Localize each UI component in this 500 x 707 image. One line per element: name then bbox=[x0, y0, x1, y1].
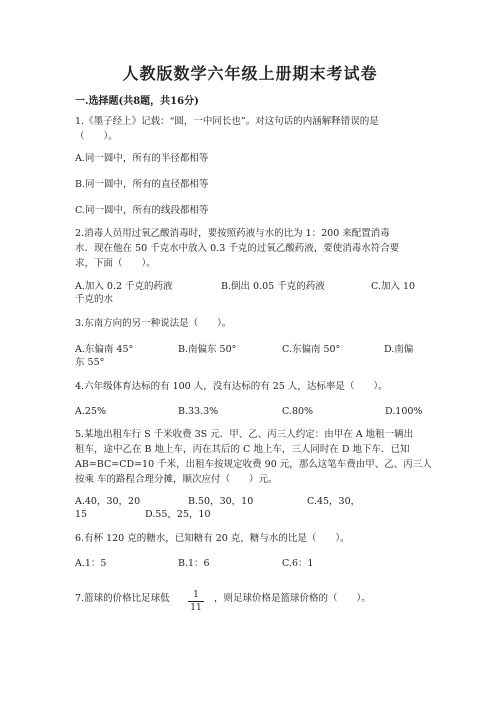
page-title: 人教版数学六年级上册期末考试卷 bbox=[122, 64, 378, 83]
question-5-option-c: C.45，30， bbox=[307, 496, 361, 507]
fraction-denominator: 11 bbox=[190, 603, 202, 613]
question-4-stem: 4.六年级体育达标的有 100 人，没有达标的有 25 人，达标率是（ ）。 bbox=[75, 381, 388, 392]
question-5-stem-line-4: 按乘 车的路程合理分摊，顺次应付（ ）元。 bbox=[75, 474, 278, 485]
question-2-stem-line-2: 水．现在他在 50 千克水中放入 0.3 千克的过氧乙酸药液，要使消毒水符合要 bbox=[75, 243, 400, 254]
question-3-option-b: B.南偏东 50° bbox=[178, 344, 237, 355]
question-2-option-a: A.加入 0.2 千克的药液 bbox=[75, 281, 173, 292]
question-1-option-a: A.同一圆中，所有的半径都相等 bbox=[75, 153, 209, 164]
fraction-bar bbox=[188, 601, 204, 602]
question-5-option-c-continued: 15 bbox=[75, 509, 88, 520]
question-3-option-a: A.东偏南 45° bbox=[75, 344, 134, 355]
question-7-fraction bbox=[188, 590, 204, 613]
question-4-option-a: A.25% bbox=[75, 406, 106, 417]
question-1-stem-line-2: （ ）。 bbox=[75, 131, 118, 142]
question-4-option-c: C.80% bbox=[282, 406, 314, 417]
question-5-stem-line-1: 5.某地出租车行 S 千米收费 3S 元．甲、乙、丙三人约定：由甲在 A 地租一辆出 bbox=[75, 429, 414, 440]
question-1-stem-line-1: 1.《墨子经上》记载：“圆，一中同长也”。对这句话的内涵解释错误的是 bbox=[75, 116, 379, 127]
question-5-option-d: D.55，25，10 bbox=[145, 509, 211, 520]
question-7-stem-end: ，则足球价格是篮球价格的（ ）。 bbox=[214, 593, 371, 604]
question-6-option-c: C.6：1 bbox=[282, 558, 314, 569]
question-2-stem-line-3: 求，下面（ ）。 bbox=[75, 258, 156, 269]
fraction-numerator: 1 bbox=[193, 590, 199, 600]
question-2-option-a-continued: 千克的水 bbox=[75, 294, 114, 305]
question-7-stem-start: 7.篮球的价格比足球低 bbox=[75, 593, 170, 604]
question-5-stem-line-2: 租车，途中乙在 B 地上车，丙在其后的 C 地上车，三人同时在 D 地下车．已知 bbox=[75, 444, 410, 455]
question-6-stem: 6.有杯 120 克的糖水，已知糖有 20 克，糖与水的比是（ ）。 bbox=[75, 533, 350, 544]
question-1-option-b: B.同一圆中，所有的直径都相等 bbox=[75, 179, 209, 190]
question-6-option-a: A.1：5 bbox=[75, 558, 107, 569]
question-3-option-d: D.南偏 bbox=[384, 344, 414, 355]
question-3-stem: 3.东南方向的另一种说法是（ ）。 bbox=[75, 318, 232, 329]
question-2-option-c: C.加入 10 bbox=[371, 281, 416, 292]
question-6-option-b: B.1：6 bbox=[178, 558, 210, 569]
question-4-option-b: B.33.3% bbox=[178, 406, 219, 417]
question-2-option-b: B.倒出 0.05 千克的药液 bbox=[221, 281, 325, 292]
question-5-stem-line-3: AB=BC=CD=10 千米，出租车按规定收费 90 元，那么这笔车费由甲、乙、丙三人 bbox=[75, 459, 432, 470]
question-3-option-d-continued: 东 55° bbox=[75, 357, 105, 368]
question-5-option-a: A.40，30，20 bbox=[75, 496, 141, 507]
question-1-option-c: C.同一圆中，所有的线段都相等 bbox=[75, 205, 209, 216]
question-3-option-c: C.东偏南 50° bbox=[282, 344, 341, 355]
question-2-stem-line-1: 2.消毒人员用过氧乙酸消毒时，要按照药液与水的比为 1：200 来配置消毒 bbox=[75, 228, 390, 239]
section-heading: 一.选择题(共8题，共16分) bbox=[75, 96, 199, 107]
question-4-option-d: D.100% bbox=[385, 406, 423, 417]
question-5-option-b: B.50，30，10 bbox=[188, 496, 254, 507]
